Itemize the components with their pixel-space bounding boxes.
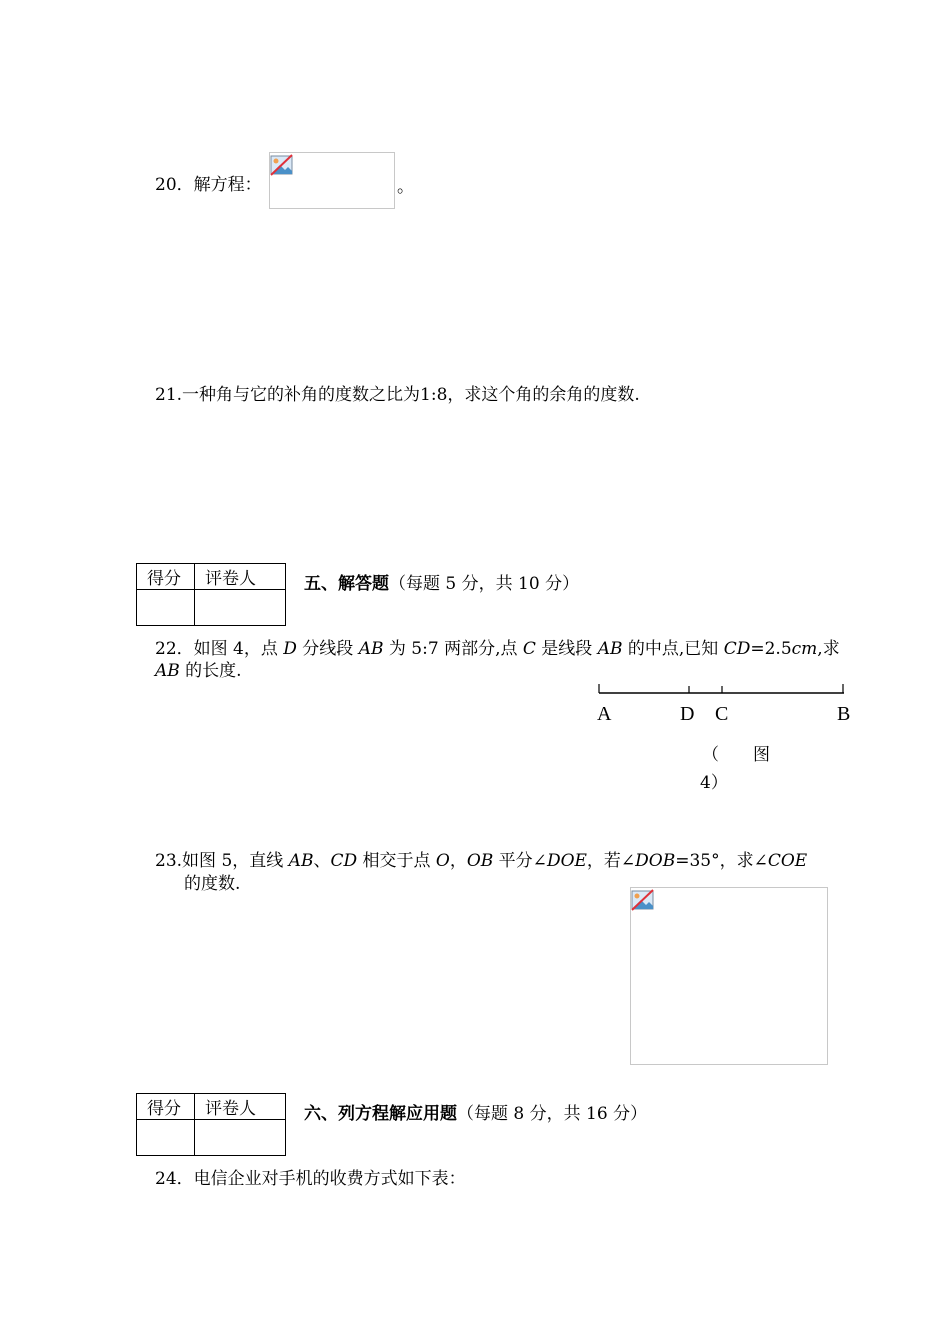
q23-text: 、 (313, 851, 331, 871)
q20-period: 。 (397, 177, 414, 197)
q23-var: CD (330, 851, 358, 871)
q22-line1 (155, 634, 840, 659)
q22-text: =2.5 (750, 639, 792, 659)
figure4-caption-line2: 4） (700, 773, 728, 793)
q23-text: ， (449, 851, 467, 871)
q23-text: ，若∠ (586, 851, 636, 871)
figure4-segment (596, 682, 848, 698)
point-c-label: C (715, 703, 729, 725)
q22-var: D (283, 639, 297, 659)
section5-note: （每题 5 分，共 10 分） (389, 574, 580, 594)
q20-equation-image (269, 152, 395, 209)
section6-heading (304, 1099, 647, 1124)
q23-var: COE (767, 851, 808, 871)
score-cell (137, 590, 195, 626)
point-b-label: B (837, 703, 851, 725)
grader-cell (195, 590, 286, 626)
grader-header: 评卷人 (195, 564, 286, 590)
q22-var: AB (358, 639, 384, 659)
point-d-label: D (680, 703, 695, 725)
q23-line2: 的度数. (184, 874, 241, 894)
q22-text: 22．如图 4，点 (155, 639, 284, 659)
q22-var: C (522, 639, 536, 659)
q22-text: 是线段 (535, 639, 598, 659)
q22-line2 (155, 656, 242, 681)
q23-line1 (155, 846, 807, 871)
q22-var: cm (791, 639, 818, 659)
q22-var: CD (723, 639, 751, 659)
q22-text: 为 5:7 两部分,点 (383, 639, 523, 659)
q22-var: AB (155, 661, 180, 681)
q23-text: 23.如图 5，直线 (155, 851, 289, 871)
section6-title: 六、列方程解应用题 (304, 1104, 457, 1124)
q22-text: 的长度. (179, 661, 242, 681)
q23-text: =35°，求∠ (675, 851, 768, 871)
q23-var: AB (288, 851, 314, 871)
grader-header: 评卷人 (195, 1094, 286, 1120)
broken-image-icon (270, 153, 294, 177)
q20-label (155, 170, 262, 195)
q21-text: 21.一种角与它的补角的度数之比为1:8，求这个角的余角的度数. (155, 385, 640, 405)
q23-text: 平分∠ (493, 851, 547, 871)
q24-text: 24．电信企业对手机的收费方式如下表： (155, 1169, 466, 1189)
q23-var: DOB (635, 851, 676, 871)
section5-heading (304, 569, 579, 594)
q23-text: 相交于点 (357, 851, 436, 871)
section6-score-table (136, 1093, 286, 1156)
score-header: 得分 (137, 1094, 195, 1120)
q23-var: DOE (546, 851, 587, 871)
q22-text: ,求 (817, 639, 840, 659)
broken-image-icon (631, 888, 655, 912)
q23-var: O (435, 851, 450, 871)
point-a-label: A (597, 703, 612, 725)
q23-var: OB (466, 851, 494, 871)
q22-text: 分线段 (296, 639, 359, 659)
section5-title: 五、解答题 (304, 574, 389, 594)
score-cell (137, 1120, 195, 1156)
section6-note: （每题 8 分，共 16 分） (457, 1104, 648, 1124)
figure5-image (630, 887, 828, 1065)
q22-text: 的中点,已知 (622, 639, 724, 659)
score-header: 得分 (137, 564, 195, 590)
figure4-caption-line1: （ 图 (702, 745, 770, 765)
section5-score-table (136, 563, 286, 626)
q20-text: 20．解方程： (155, 175, 262, 195)
q22-var: AB (597, 639, 623, 659)
grader-cell (195, 1120, 286, 1156)
